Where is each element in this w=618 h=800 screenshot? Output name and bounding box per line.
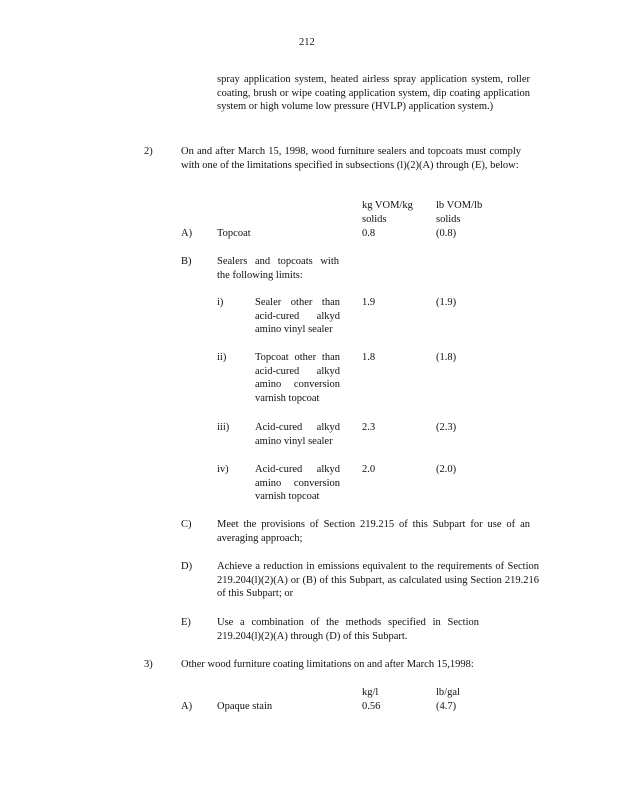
column-header-kg-per-l: kg/l: [362, 687, 379, 698]
item-b-iii-kg-value: 2.3: [362, 422, 376, 433]
section-3-item-a-lb-value: (4.7): [436, 701, 457, 712]
section-3-item-a-label: A): [181, 701, 193, 712]
intro-paragraph: spray application system, heated airless spray application system, roller coating, brush or wipe coating application system, dip coating application system or high volume low pressure (HVLP) application system.): [217, 74, 530, 112]
item-a-kg-value: 0.8: [362, 228, 376, 239]
item-e-text: Use a combination of the methods specified in Section 219.204(l)(2)(A) through (D) of this Subpart.: [217, 617, 479, 642]
section-3-number: 3): [144, 659, 153, 670]
item-b-iii-lb-value: (2.3): [436, 422, 457, 433]
item-a-text: Topcoat: [217, 228, 251, 239]
item-c-label: C): [181, 519, 192, 530]
item-b-ii-kg-value: 1.8: [362, 352, 376, 363]
item-b-iv-kg-value: 2.0: [362, 464, 376, 475]
item-b-iv-lb-value: (2.0): [436, 464, 457, 475]
column-header-kg: kg VOM/kg solids: [362, 200, 413, 225]
item-b-iii-label: iii): [217, 422, 230, 433]
item-b-iv-label: iv): [217, 464, 229, 475]
page-number: 212: [299, 37, 315, 48]
column-header-lb: lb VOM/lb solids: [436, 200, 483, 225]
item-b-i-label: i): [217, 297, 224, 308]
item-a-lb-value: (0.8): [436, 228, 457, 239]
item-b-i-lb-value: (1.9): [436, 297, 457, 308]
section-2-number: 2): [144, 146, 153, 157]
item-b-iii-text: Acid-cured alkyd amino vinyl sealer: [255, 422, 340, 447]
item-b-label: B): [181, 256, 192, 267]
item-d-text: Achieve a reduction in emissions equivalent to the requirements of Section 219.204(l)(2)(A) or (B) of this Subpart, as calculated using Section 219.216 of this Subpart; or: [217, 561, 539, 599]
item-b-i-text: Sealer other than acid-cured alkyd amino vinyl sealer: [255, 297, 340, 335]
column-header-lb-per-gal: lb/gal: [436, 687, 460, 698]
item-b-ii-text: Topcoat other than acid-cured alkyd amino conversion varnish topcoat: [255, 352, 340, 404]
item-b-iv-text: Acid-cured alkyd amino conversion varnish topcoat: [255, 464, 340, 502]
item-b-ii-lb-value: (1.8): [436, 352, 457, 363]
item-b-ii-label: ii): [217, 352, 227, 363]
item-b-text: Sealers and topcoats with the following limits:: [217, 256, 339, 281]
section-3-item-a-text: Opaque stain: [217, 701, 273, 712]
section-3-text: Other wood furniture coating limitations on and after March 15,1998:: [181, 659, 474, 670]
section-3-item-a-kg-value: 0.56: [362, 701, 381, 712]
item-d-label: D): [181, 561, 193, 572]
item-a-label: A): [181, 228, 193, 239]
item-b-i-kg-value: 1.9: [362, 297, 376, 308]
section-2-text: On and after March 15, 1998, wood furniture sealers and topcoats must comply with one of the limitations specified in subsections (l)(2)(A) through (E), below:: [181, 146, 521, 171]
item-c-text: Meet the provisions of Section 219.215 of this Subpart for use of an averaging approach;: [217, 519, 530, 544]
item-e-label: E): [181, 617, 191, 628]
